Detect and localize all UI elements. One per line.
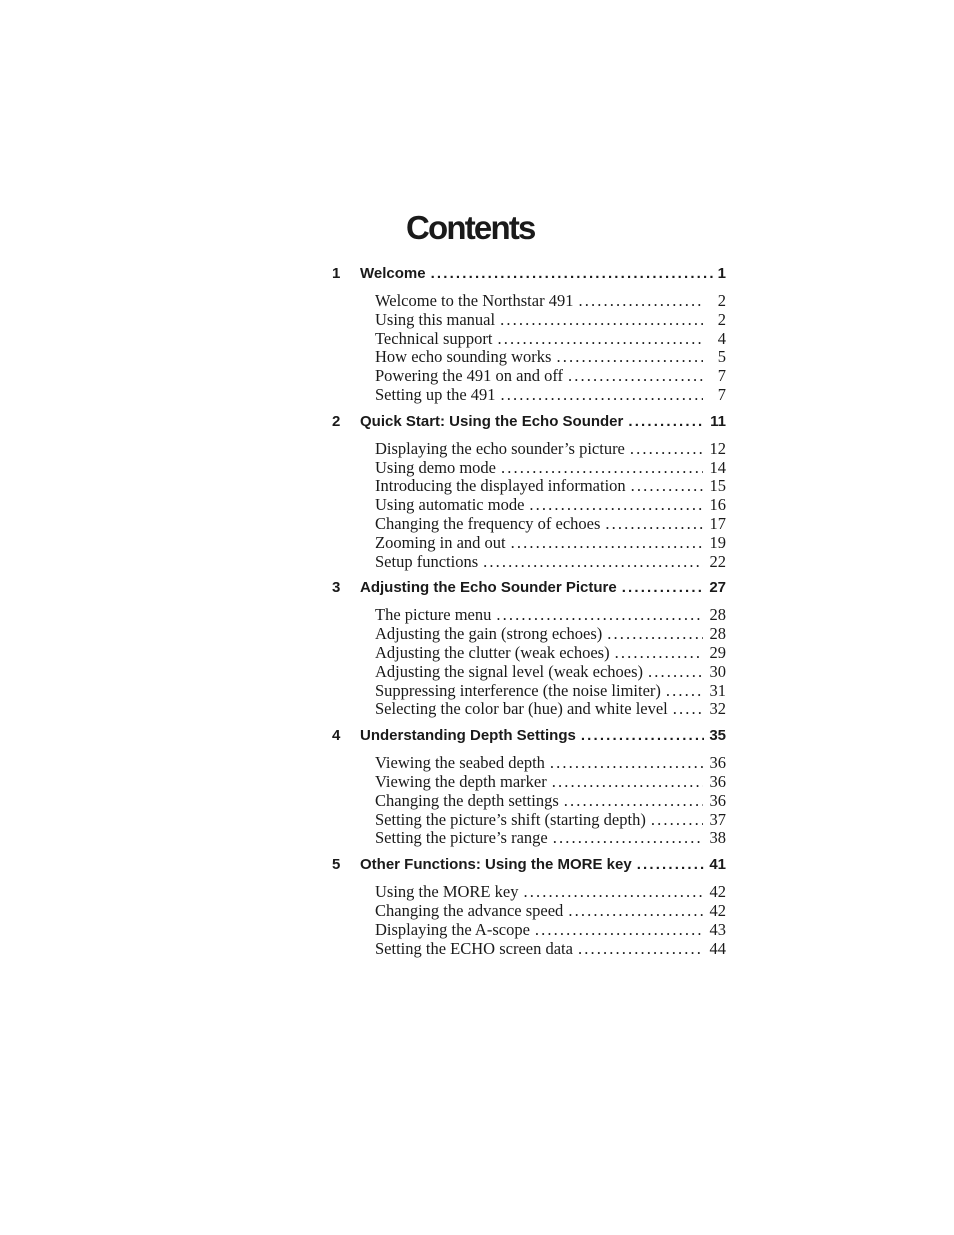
toc-entry[interactable] xyxy=(375,700,726,719)
entry-page-number: 14 xyxy=(709,457,726,477)
section-list xyxy=(375,883,726,958)
entry-page-number: 31 xyxy=(709,680,726,700)
entry-title: Using the MORE key xyxy=(375,882,519,902)
entry-page-number: 36 xyxy=(709,753,726,773)
dot-leader xyxy=(483,553,703,572)
dot-leader xyxy=(498,330,703,349)
entry-page-number: 7 xyxy=(717,384,726,404)
entry-title: Displaying the A-scope xyxy=(375,919,530,939)
toc-entry[interactable] xyxy=(375,515,726,534)
entry-page-number: 22 xyxy=(709,551,726,571)
chapter-1 xyxy=(330,265,726,405)
chapter-3 xyxy=(330,579,726,719)
toc-entry[interactable] xyxy=(375,883,726,902)
chapter-page-number: 1 xyxy=(717,265,726,282)
toc-entry[interactable] xyxy=(375,606,726,625)
entry-page-number: 29 xyxy=(709,642,726,662)
chapter-title: Quick Start: Using the Echo Sounder xyxy=(360,412,624,430)
toc-entry[interactable] xyxy=(375,829,726,848)
entry-page-number: 37 xyxy=(709,809,726,829)
entry-title: Changing the advance speed xyxy=(375,900,564,920)
dot-leader xyxy=(578,940,703,959)
dot-leader xyxy=(501,459,703,478)
toc-entry[interactable] xyxy=(375,811,726,830)
entry-title: Setup functions xyxy=(375,551,479,571)
toc-entry[interactable] xyxy=(375,311,726,330)
section-list xyxy=(375,292,726,405)
entry-title: Adjusting the gain (strong echoes) xyxy=(375,624,603,644)
dot-leader xyxy=(564,792,703,811)
entry-page-number: 12 xyxy=(709,438,726,458)
chapter-2 xyxy=(330,413,726,572)
entry-page-number: 15 xyxy=(709,476,726,496)
entry-page-number: 19 xyxy=(709,532,726,552)
entry-page-number: 32 xyxy=(709,699,726,719)
chapter-title: Understanding Depth Settings xyxy=(360,727,576,745)
chapter-heading[interactable] xyxy=(330,727,726,745)
entry-title: Adjusting the signal level (weak echoes) xyxy=(375,661,644,681)
chapter-heading[interactable] xyxy=(330,413,726,431)
toc-entry[interactable] xyxy=(375,496,726,515)
dot-leader xyxy=(630,440,703,459)
chapter-list xyxy=(330,265,726,958)
entry-page-number: 36 xyxy=(709,771,726,791)
entry-page-number: 38 xyxy=(709,828,726,848)
entry-title: The picture menu xyxy=(375,605,492,625)
section-list xyxy=(375,606,726,719)
dot-leader xyxy=(550,754,703,773)
entry-page-number: 43 xyxy=(709,919,726,939)
toc-entry[interactable] xyxy=(375,902,726,921)
page-title: Contents xyxy=(406,209,535,246)
dot-leader xyxy=(637,856,705,874)
chapter-page-number: 27 xyxy=(709,579,726,597)
entry-title: Suppressing interference (the noise limiter) xyxy=(375,680,661,700)
section-list xyxy=(375,440,726,572)
entry-page-number: 36 xyxy=(709,790,726,810)
dot-leader xyxy=(529,496,703,515)
dot-leader xyxy=(523,883,703,902)
dot-leader xyxy=(500,311,703,330)
dot-leader xyxy=(648,663,703,682)
section-list xyxy=(375,754,726,848)
chapter-page-number: 35 xyxy=(709,727,726,745)
toc-entry[interactable] xyxy=(375,367,726,386)
chapter-title: Welcome xyxy=(360,265,426,282)
dot-leader xyxy=(673,700,703,719)
dot-leader xyxy=(511,534,703,553)
entry-title: Setting the picture’s range xyxy=(375,828,548,848)
chapter-number: 3 xyxy=(332,579,341,597)
entry-title: Setting the ECHO screen data xyxy=(375,938,573,958)
entry-page-number: 2 xyxy=(717,309,726,329)
dot-leader xyxy=(605,515,703,534)
entry-page-number: 17 xyxy=(709,513,726,533)
entry-page-number: 42 xyxy=(709,900,726,920)
dot-leader xyxy=(622,579,705,597)
chapter-4 xyxy=(330,727,726,848)
toc-entry[interactable] xyxy=(375,553,726,572)
dot-leader xyxy=(501,386,703,405)
toc-entry[interactable] xyxy=(375,682,726,701)
toc-entry[interactable] xyxy=(375,754,726,773)
chapter-number: 5 xyxy=(332,856,341,874)
chapter-page-number: 11 xyxy=(710,412,726,430)
dot-leader xyxy=(568,902,703,921)
entry-page-number: 28 xyxy=(709,624,726,644)
entry-title: Using this manual xyxy=(375,309,496,329)
entry-title: Adjusting the clutter (weak echoes) xyxy=(375,642,610,662)
entry-page-number: 42 xyxy=(709,882,726,902)
dot-leader xyxy=(578,292,703,311)
entry-title: Technical support xyxy=(375,328,493,348)
chapter-title: Other Functions: Using the MORE key xyxy=(360,856,632,874)
dot-leader xyxy=(666,682,703,701)
toc-entry[interactable] xyxy=(375,386,726,405)
entry-title: Setting up the 491 xyxy=(375,384,496,404)
entry-title: Viewing the seabed depth xyxy=(375,753,545,773)
entry-title: Viewing the depth marker xyxy=(375,771,547,791)
dot-leader xyxy=(552,773,703,792)
dot-leader xyxy=(628,413,705,431)
dot-leader xyxy=(651,811,703,830)
entry-title: Using demo mode xyxy=(375,457,496,477)
chapter-number: 4 xyxy=(332,727,341,745)
entry-title: Welcome to the Northstar 491 xyxy=(375,291,574,310)
entry-title: Selecting the color bar (hue) and white level xyxy=(375,699,668,719)
entry-title: Changing the depth settings xyxy=(375,790,559,810)
chapter-heading[interactable] xyxy=(330,856,726,874)
dot-leader xyxy=(615,644,703,663)
entry-page-number: 16 xyxy=(709,495,726,515)
toc-entry[interactable] xyxy=(375,792,726,811)
chapter-heading[interactable] xyxy=(330,579,726,597)
entry-title: Using automatic mode xyxy=(375,495,525,515)
dot-leader xyxy=(535,921,703,940)
entry-page-number: 44 xyxy=(709,938,726,958)
dot-leader xyxy=(556,348,703,367)
dot-leader xyxy=(581,727,704,745)
entry-page-number: 4 xyxy=(717,328,726,348)
toc-entry[interactable] xyxy=(375,459,726,478)
entry-title: Setting the picture’s shift (starting depth) xyxy=(375,809,646,829)
table-of-contents xyxy=(330,208,726,966)
dot-leader xyxy=(496,606,703,625)
entry-page-number: 7 xyxy=(717,366,726,386)
entry-title: Zooming in and out xyxy=(375,532,506,552)
dot-leader xyxy=(431,265,713,283)
entry-title: Introducing the displayed information xyxy=(375,476,626,496)
dot-leader xyxy=(553,829,703,848)
toc-entry[interactable] xyxy=(375,921,726,940)
toc-entry[interactable] xyxy=(375,477,726,496)
chapter-heading[interactable] xyxy=(330,265,726,283)
chapter-title: Adjusting the Echo Sounder Picture xyxy=(360,579,617,597)
toc-entry[interactable] xyxy=(375,440,726,459)
chapter-number: 2 xyxy=(332,412,341,430)
entry-page-number: 2 xyxy=(717,291,726,310)
toc-entry[interactable] xyxy=(375,940,726,959)
toc-entry[interactable] xyxy=(375,292,726,311)
dot-leader xyxy=(568,367,703,386)
dot-leader xyxy=(631,477,703,496)
toc-entry[interactable] xyxy=(375,625,726,644)
toc-entry[interactable] xyxy=(375,348,726,367)
toc-entry[interactable] xyxy=(375,644,726,663)
entry-title: Changing the frequency of echoes xyxy=(375,513,601,533)
toc-entry[interactable] xyxy=(375,330,726,349)
entry-page-number: 5 xyxy=(717,347,726,367)
entry-title: Displaying the echo sounder’s picture xyxy=(375,438,625,458)
toc-entry[interactable] xyxy=(375,534,726,553)
toc-entry[interactable] xyxy=(375,773,726,792)
entry-page-number: 30 xyxy=(709,661,726,681)
chapter-number: 1 xyxy=(332,265,341,282)
entry-page-number: 28 xyxy=(709,605,726,625)
dot-leader xyxy=(607,625,703,644)
chapter-page-number: 41 xyxy=(709,856,726,874)
entry-title: Powering the 491 on and off xyxy=(375,366,564,386)
entry-title: How echo sounding works xyxy=(375,347,552,367)
toc-entry[interactable] xyxy=(375,663,726,682)
chapter-5 xyxy=(330,856,726,958)
